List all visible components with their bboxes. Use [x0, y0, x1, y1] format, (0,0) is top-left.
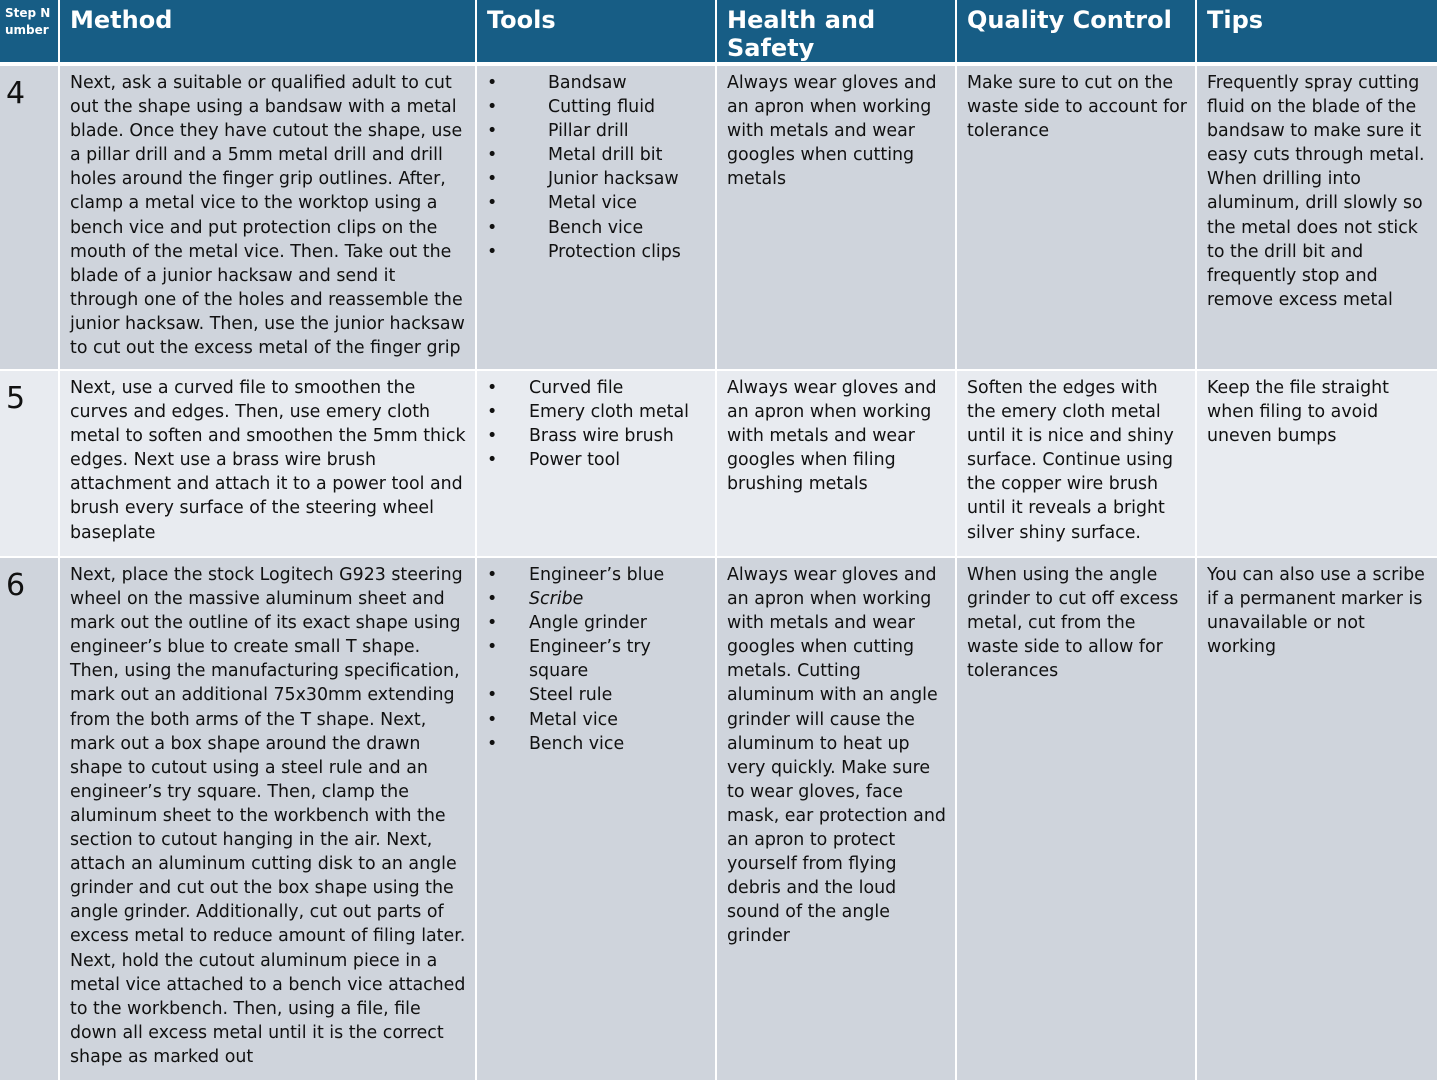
tool-item: • Bandsaw	[487, 71, 707, 95]
tool-item: • Angle grinder	[487, 611, 707, 635]
header-health-safety: Health and Safety	[716, 0, 956, 64]
step-number: 5	[0, 370, 59, 557]
tool-item: • Bench vice	[487, 216, 707, 240]
tool-item: • Protection clips	[487, 240, 707, 264]
tool-item: • Emery cloth metal	[487, 400, 707, 424]
table-row-step-6	[0, 557, 1437, 1081]
bullet-icon: •	[487, 73, 498, 93]
health-safety-cell: Always wear gloves and an apron when working with metals and wear googles when filing brushing metals	[716, 370, 956, 557]
header-row	[0, 0, 1437, 64]
bullet-icon: •	[487, 450, 498, 471]
tool-item: • Cutting fluid	[487, 95, 707, 119]
method-cell: Next, use a curved file to smoothen the curves and edges. Then, use emery cloth metal to soften and smoothen the 5mm thick edges. Next use a brass wire brush attachment and attach it to a power tool and brush every surface of the steering wheel baseplate	[59, 370, 476, 557]
bullet-icon: •	[487, 241, 498, 262]
bullet-icon: •	[487, 589, 498, 610]
tools-list	[487, 563, 707, 756]
bullet-icon: •	[487, 121, 498, 142]
bullet-icon: •	[487, 685, 498, 706]
tools-cell	[476, 370, 716, 557]
method-cell: Next, ask a suitable or qualified adult to cut out the shape using a bandsaw with a metal blade. Once they have cutout the shape, use a pillar drill and a 5mm metal drill and drill holes around the finger grip outlines. After, clamp a metal vice to the worktop using a bench vice and put protection clips on the mouth of the metal vice. Then. Take out the blade of a junior hacksaw and send it through one of the holes and reassemble the junior hacksaw. Then, use the junior hacksaw to cut out the excess metal of the finger grip	[59, 64, 476, 370]
bullet-icon: •	[487, 709, 498, 730]
method-cell: Next, place the stock Logitech G923 steering wheel on the massive aluminum sheet and mark out the outline of its exact shape using engineer’s blue to create small T shape. Then, using the manufacturing specification, mark out an additional 75x30mm extending from the both arms of the T shape. Next, mark out a box shape around the drawn shape to cutout using a steel rule and an engineer’s try square. Then, clamp the aluminum sheet to the workbench with the section to cutout hanging in the air. Next, attach an aluminum cutting disk to an angle grinder and cut out the box shape using the angle grinder. Additionally, cut out parts of excess metal to reduce amount of filing later. Next, hold the cutout aluminum piece in a metal vice attached to a bench vice attached to the workbench. Then, using a file, file down all excess metal until it is the correct shape as marked out	[59, 557, 476, 1081]
bullet-icon: •	[487, 637, 498, 658]
quality-control-cell: Soften the edges with the emery cloth metal until it is nice and shiny surface. Continue using the copper wire brush until it reveals a bright silver shiny surface.	[956, 370, 1196, 557]
table-row-step-5	[0, 370, 1437, 557]
health-safety-cell: Always wear gloves and an apron when working with metals and wear googles when cutting metals	[716, 64, 956, 370]
header-method: Method	[59, 0, 476, 64]
tool-item: • Junior hacksaw	[487, 167, 707, 191]
tips-cell: Frequently spray cutting fluid on the blade of the bandsaw to make sure it easy cuts through metal. When drilling into aluminum, drill slowly so the metal does not stick to the drill bit and frequently stop and remove excess metal	[1196, 64, 1437, 370]
tool-item: • Metal drill bit	[487, 143, 707, 167]
tool-item: • Metal vice	[487, 708, 707, 732]
step-number: 4	[0, 64, 59, 370]
bullet-icon: •	[487, 613, 498, 634]
tool-item: • Power tool	[487, 448, 707, 472]
step-number: 6	[0, 557, 59, 1081]
tools-list	[487, 71, 707, 264]
tool-item: • Engineer’s blue	[487, 563, 707, 587]
health-safety-cell: Always wear gloves and an apron when working with metals and wear googles when cutting metals. Cutting aluminum with an angle grinder will cause the aluminum to heat up very quickly. Make sure to wear gloves, face mask, ear protection and an apron to protect yourself from flying debris and the loud sound of the angle grinder	[716, 557, 956, 1081]
tool-item: • Steel rule	[487, 683, 707, 707]
tool-item: • Bench vice	[487, 732, 707, 756]
bullet-icon: •	[487, 565, 498, 585]
tool-item: • Scribe	[487, 587, 707, 611]
quality-control-cell: Make sure to cut on the waste side to account for tolerance	[956, 64, 1196, 370]
tips-cell: Keep the file straight when filing to avoid uneven bumps	[1196, 370, 1437, 557]
bullet-icon: •	[487, 193, 498, 214]
bullet-icon: •	[487, 426, 498, 447]
bullet-icon: •	[487, 145, 498, 166]
bullet-icon: •	[487, 169, 498, 190]
tool-item: • Pillar drill	[487, 119, 707, 143]
tool-item: • Brass wire brush	[487, 424, 707, 448]
table-row-step-4	[0, 64, 1437, 370]
bullet-icon: •	[487, 217, 498, 238]
tools-list	[487, 376, 707, 472]
header-quality-control: Quality Control	[956, 0, 1196, 64]
tool-item: • Curved file	[487, 376, 707, 400]
tools-cell	[476, 64, 716, 370]
header-step-number: Step Number	[0, 0, 59, 64]
bullet-icon: •	[487, 733, 498, 754]
header-tools: Tools	[476, 0, 716, 64]
bullet-icon: •	[487, 378, 498, 398]
tool-item: • Engineer’s try square	[487, 637, 651, 682]
quality-control-cell: When using the angle grinder to cut off excess metal, cut from the waste side to allow for tolerances	[956, 557, 1196, 1081]
bullet-icon: •	[487, 97, 498, 118]
tool-item: • Metal vice	[487, 191, 707, 215]
tools-cell	[476, 557, 716, 1081]
tips-cell: You can also use a scribe if a permanent marker is unavailable or not working	[1196, 557, 1437, 1081]
header-tips: Tips	[1196, 0, 1437, 64]
bullet-icon: •	[487, 402, 498, 423]
